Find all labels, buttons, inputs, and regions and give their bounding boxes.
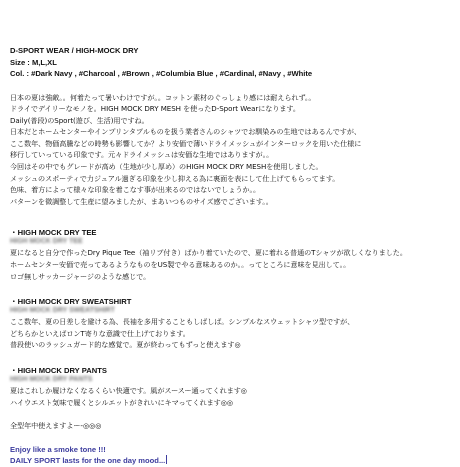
intro-line: ドライでデイリーなモノを。HIGH MOCK DRY MESH を使ったD-Sport Wearになります。: [10, 104, 300, 114]
section-line: 夏になると自分で作ったDry Pique Tee（袖リブ付き）ばかり着ていたので、夏に着れる普通のTシャツが欲しくなりました。: [10, 248, 407, 258]
section-line: ホームセンター安価で売ってあるようなものをUS製でやる意味あるのか。。ってところに意味を見出して。。: [10, 260, 351, 270]
intro-line: メッシュのスポーティで力ジュアル過ぎる印象を少し抑える為に裏面を表にして仕上げてもらってます。: [10, 173, 340, 183]
intro-line: Daily(普段)のSport(遊び、生活)用ですね。: [10, 115, 149, 125]
tagline-text: DAILY SPORT lasts for the one day mood...: [10, 456, 166, 466]
intro-paragraph: [10, 92, 450, 208]
section-title: ・HIGH MOCK DRY SWEATSHIRT: [10, 297, 132, 307]
section-tee: [10, 227, 450, 282]
section-line: ロゴ無しサッカージャージのような感じで。: [10, 271, 151, 281]
tagline-line: [10, 455, 450, 466]
intro-line: 移行していっている印象です。元々ドライメッシュは安価な生地ではありますが。。: [10, 150, 274, 160]
section-subtitle: HIGH MOCK DRY SWEATSHIRT: [10, 307, 115, 315]
color-list: Col. : #Dark Navy , #Charcoal , #Brown , #Columbia Blue , #Cardinal, #Navy , #White: [10, 69, 313, 78]
section-line: ハイウエスト気味で履くとシルエットがきれいにキマってくれます◎◎: [10, 397, 233, 407]
section-line: 普段使いのラッシュガード的な感覚で。夏が終わってもずっと使えます◎: [10, 340, 241, 350]
closing-line: 全型年中使えますよー-◎◎◎: [10, 421, 102, 431]
product-title: D-SPORT WEAR / HIGH-MOCK DRY: [10, 46, 139, 55]
section-line: 夏はこれしか履けなくなるくらい快適です。風がスースー通ってくれます◎: [10, 386, 247, 395]
size-list: Size : M,L,XL: [10, 57, 57, 67]
section-title: ・HIGH MOCK DRY TEE: [10, 228, 97, 238]
product-header: [10, 45, 450, 80]
section-line: どちらかといえばロンT寄りな意識で仕上げております。: [10, 328, 190, 338]
intro-line: ここ数年、物価高騰などの時勢も影響してか？より安価で薄いドライメッシュがインターロックを用いた仕様に: [10, 138, 362, 148]
intro-line: 日本の夏は強敵。。何着たって暑いわけですが。。コットン素材のぐっしょり感には耐えられず。。: [10, 92, 316, 102]
tagline-line: Enjoy like a smoke tone !!!: [10, 444, 106, 454]
intro-line: 色味、着方によって様々な印象を着こなす事が出来るのではないでしょうか。。: [10, 185, 261, 195]
section-pants: [10, 365, 450, 408]
section-sweatshirt: [10, 296, 450, 351]
intro-line: 日本だとホームセンターやインプリンタブルものを扱う業者さんのシャツでお馴染みの生地ではあるんですが、: [10, 127, 361, 137]
product-description: [10, 45, 450, 467]
section-subtitle: HIGH MOCK DRY TEE: [10, 238, 83, 246]
tagline-block: [10, 444, 450, 467]
section-title: ・HIGH MOCK DRY PANTS: [10, 366, 107, 375]
section-subtitle: HIGH MOCK DRY PANTS: [10, 376, 93, 383]
intro-line: 今回はその中でもグレードが高め（生地が少し厚め）のHIGH MOCK DRY MESHを使用しました。: [10, 162, 323, 172]
intro-line: パターンを微調整して生産に望みましたが、まあいつものサイズ感でございます。。: [10, 196, 273, 206]
section-line: ここ数年、夏の日差しを避ける為、長袖を多用することもしばしば。シンプルなスウェットシャツ型ですが、: [10, 317, 355, 327]
